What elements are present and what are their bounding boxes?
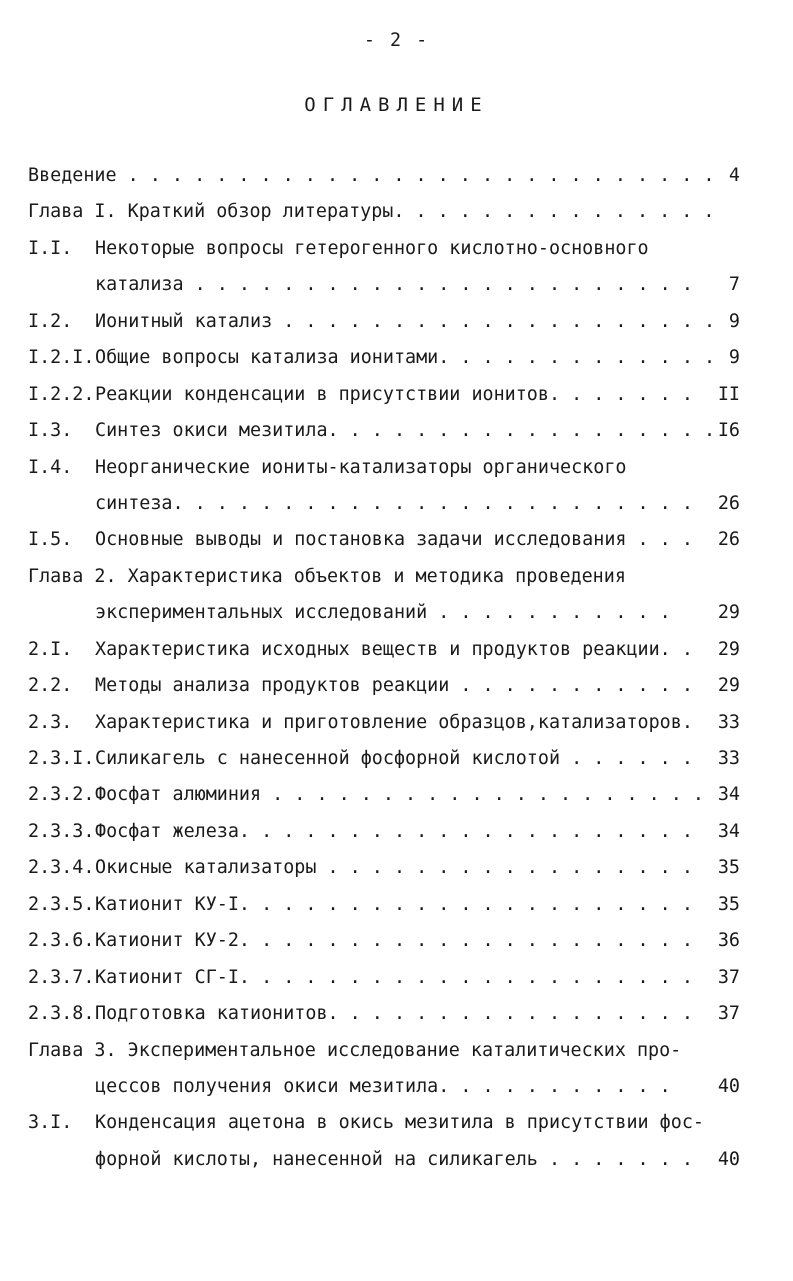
toc-entry-text: Глава 3. Экспериментальное исследование каталитических про- xyxy=(28,1039,682,1061)
toc-entry-number: I.2. xyxy=(28,310,73,332)
page-number: - 2 - xyxy=(363,30,430,51)
toc-entry-number: 2.3.7. xyxy=(28,966,95,988)
toc-entry-text: Методы анализа продуктов реакции . . . . . . . . . . . xyxy=(95,675,693,697)
toc-page-number: 29 xyxy=(717,602,740,624)
toc-entry-number: 2.3.5. xyxy=(28,893,95,915)
toc-entry-text: Фосфат железа. . . . . . . . . . . . . . . . . . . . . xyxy=(95,820,693,842)
toc-entry-number: 2.3. xyxy=(28,711,73,733)
toc-row[interactable] xyxy=(28,855,740,891)
toc-entry-number: 2.3.I. xyxy=(28,748,95,769)
toc-row[interactable] xyxy=(28,345,740,381)
toc-page-number: 37 xyxy=(717,966,740,988)
toc-page-number: 33 xyxy=(717,711,740,733)
page-title: ОГЛАВЛЕНИЕ xyxy=(304,94,489,116)
toc-entry-number: 2.3.8. xyxy=(28,1003,95,1025)
toc-page-number: I6 xyxy=(717,420,740,442)
toc-page-number: 9 xyxy=(728,347,740,369)
toc-row[interactable] xyxy=(28,199,740,235)
toc-entry-number: 2.3.2. xyxy=(28,784,95,806)
toc-entry-text: Реакции конденсации в присутствии ионитов. . . . . . . xyxy=(95,383,693,405)
toc-entry-text: Катионит КУ-I. . . . . . . . . . . . . . . . . . . . . xyxy=(95,893,693,915)
toc-row[interactable] xyxy=(28,491,740,527)
toc-page-number: 40 xyxy=(717,1075,740,1097)
toc-entry-number: I.3. xyxy=(28,420,73,442)
toc-page-number: 40 xyxy=(717,1148,740,1170)
toc-entry-text: Некоторые вопросы гетерогенного кислотно-основного xyxy=(95,237,649,259)
toc-row[interactable] xyxy=(28,673,740,709)
toc-row[interactable] xyxy=(28,236,740,272)
table-of-contents xyxy=(28,163,740,1183)
toc-entry-number: 2.3.6. xyxy=(28,930,95,952)
toc-entry-number: 2.2. xyxy=(28,675,73,697)
toc-entry-number: 3.I. xyxy=(28,1112,73,1134)
toc-row[interactable] xyxy=(28,272,740,308)
toc-row[interactable] xyxy=(28,782,740,818)
toc-row[interactable] xyxy=(28,309,740,345)
toc-row[interactable] xyxy=(28,746,740,782)
toc-entry-text: Неорганические иониты-катализаторы органического xyxy=(95,456,627,478)
toc-row[interactable] xyxy=(28,965,740,1001)
toc-page-number: 29 xyxy=(717,638,740,660)
toc-entry-text: Конденсация ацетона в окись мезитила в присутствии фос- xyxy=(95,1112,704,1134)
toc-entry-text: Окисные катализаторы . . . . . . . . . . . . . . . . . xyxy=(95,857,693,879)
toc-row[interactable] xyxy=(28,418,740,454)
toc-row[interactable] xyxy=(28,163,740,199)
toc-row[interactable] xyxy=(28,1038,740,1074)
toc-row[interactable] xyxy=(28,382,740,418)
toc-entry-text: Основные выводы и постановка задачи исследования . . . xyxy=(95,529,693,551)
toc-entry-number: 2.3.3. xyxy=(28,820,95,842)
toc-entry-text: катализа . . . . . . . . . . . . . . . . . . . . . . . xyxy=(95,274,693,296)
toc-page-number: 37 xyxy=(717,1003,740,1025)
toc-page-number: 4 xyxy=(728,165,740,186)
toc-entry-text: Характеристика и приготовление образцов,катализаторов. xyxy=(95,711,693,733)
toc-entry-text: Ионитный катализ . . . . . . . . . . . . . . . . . . . . xyxy=(95,310,716,332)
toc-entry-text: экспериментальных исследований . . . . . . . . . . . xyxy=(95,602,671,624)
toc-page-number: 9 xyxy=(728,310,740,332)
toc-entry-text: Глава I. Краткий обзор литературы. . . . . . . . . . . . . . . xyxy=(28,201,715,223)
toc-row[interactable] xyxy=(28,710,740,746)
toc-entry-text: Введение . . . . . . . . . . . . . . . . . . . . . . . . . . . xyxy=(28,165,715,186)
toc-row[interactable] xyxy=(28,564,740,600)
toc-entry-number: 2.3.4. xyxy=(28,857,95,879)
toc-entry-text: Характеристика исходных веществ и продуктов реакции. . xyxy=(95,638,693,660)
toc-entry-text: Подготовка катионитов. . . . . . . . . . . . . . . . . xyxy=(95,1003,693,1025)
toc-page-number: 35 xyxy=(717,893,740,915)
toc-row[interactable] xyxy=(28,1001,740,1037)
toc-page-number: 34 xyxy=(717,784,740,806)
toc-entry-number: I.5. xyxy=(28,529,73,551)
toc-entry-text: синтеза. . . . . . . . . . . . . . . . . . . . . . . . xyxy=(95,492,693,514)
toc-row[interactable] xyxy=(28,455,740,491)
toc-entry-text: Синтез окиси мезитила. . . . . . . . . . . . . . . . . . xyxy=(95,420,716,442)
toc-page-number: 26 xyxy=(717,492,740,514)
toc-page-number: 35 xyxy=(717,857,740,879)
toc-entry-number: I.2.2. xyxy=(28,383,95,405)
toc-entry-number: I.I. xyxy=(28,237,73,259)
toc-row[interactable] xyxy=(28,1110,740,1146)
toc-row[interactable] xyxy=(28,819,740,855)
toc-row[interactable] xyxy=(28,892,740,928)
toc-page-number: 7 xyxy=(728,274,740,296)
toc-entry-text: Общие вопросы катализа ионитами. . . . . . . . . . . . . xyxy=(95,347,716,369)
toc-entry-text: Силикагель с нанесенной фосфорной кислотой . . . . . . xyxy=(95,748,693,769)
toc-entry-text: Глава 2. Характеристика объектов и методика проведения xyxy=(28,565,626,587)
toc-entry-number: I.2.I. xyxy=(28,347,95,369)
toc-page-number: 34 xyxy=(717,820,740,842)
toc-row[interactable] xyxy=(28,1074,740,1110)
toc-page-number: 29 xyxy=(717,675,740,697)
toc-page-number: 33 xyxy=(717,748,740,769)
toc-entry-text: Катионит КУ-2. . . . . . . . . . . . . . . . . . . . . xyxy=(95,930,693,952)
toc-row[interactable] xyxy=(28,1147,740,1183)
toc-entry-number: 2.I. xyxy=(28,638,73,660)
toc-entry-number: I.4. xyxy=(28,456,73,478)
toc-row[interactable] xyxy=(28,928,740,964)
toc-row[interactable] xyxy=(28,637,740,673)
toc-page-number: 26 xyxy=(717,529,740,551)
toc-page-number: II xyxy=(717,383,740,405)
toc-entry-text: цессов получения окиси мезитила. . . . . . . . . . . xyxy=(95,1075,671,1097)
toc-entry-text: Катионит СГ-I. . . . . . . . . . . . . . . . . . . . . xyxy=(95,966,693,988)
toc-entry-text: форной кислоты, нанесенной на силикагель . . . . . . . xyxy=(95,1148,693,1170)
toc-page-number: 36 xyxy=(717,930,740,952)
toc-entry-text: Фосфат алюминия . . . . . . . . . . . . . . . . . . . . xyxy=(95,784,704,806)
toc-row[interactable] xyxy=(28,527,740,563)
toc-row[interactable] xyxy=(28,600,740,636)
